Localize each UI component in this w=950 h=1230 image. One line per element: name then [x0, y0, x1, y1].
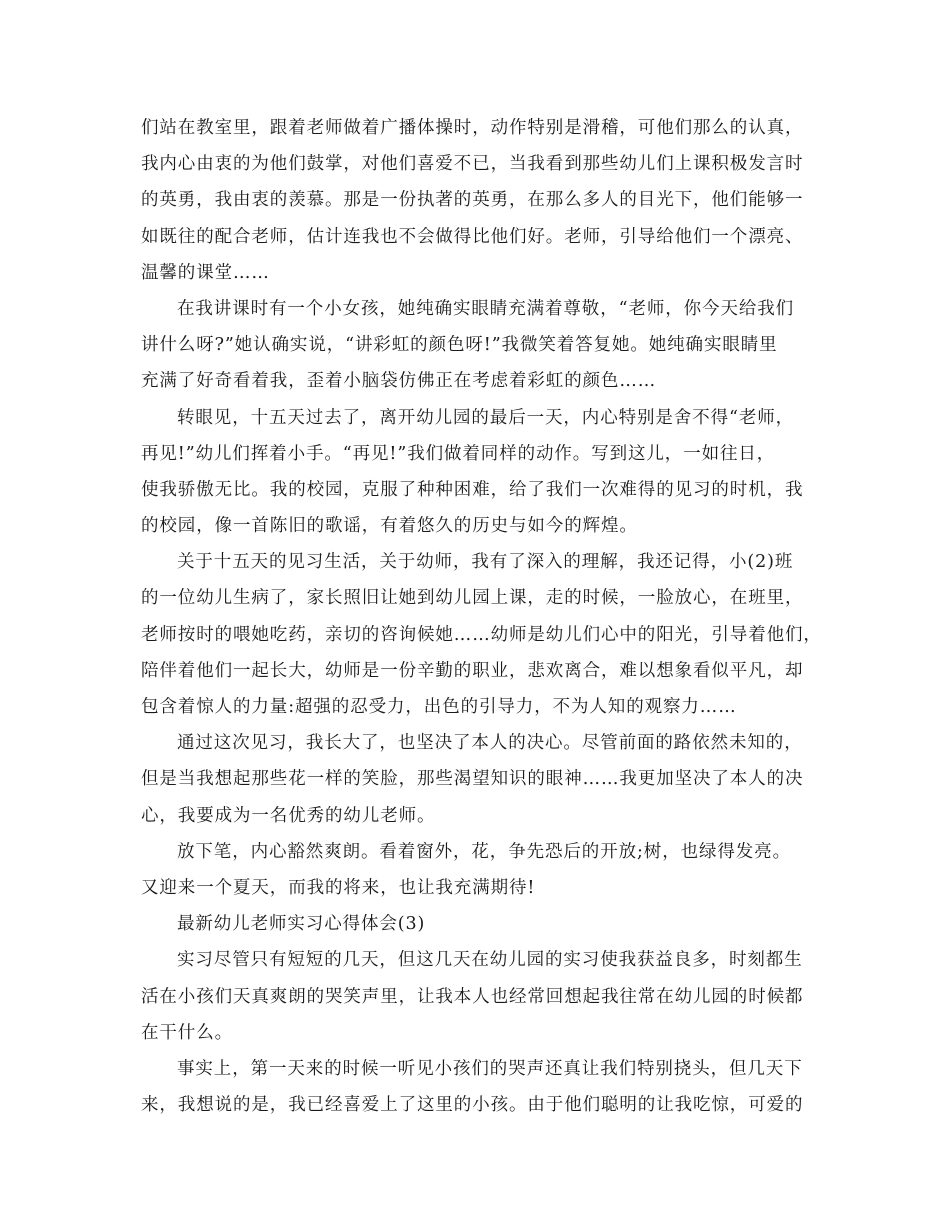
text-line: 的英勇，我由衷的羡慕。那是一份执著的英勇，在那么多人的目光下，他们能够一	[141, 190, 804, 211]
text-line: 们站在教室里，跟着老师做着广播体操时，动作特别是滑稽，可他们那么的认真，	[141, 118, 804, 138]
text-line: 但是当我想起那些花一样的笑脸，那些渴望知识的眼神……我更加坚决了本人的决	[141, 769, 804, 790]
text-line: 再见!”幼儿们挥着小手。“再见!”我们做着同样的动作。写到这儿，一如往日，	[141, 443, 776, 464]
document-body	[141, 110, 821, 1123]
text-line: 心，我要成为一名优秀的幼儿老师。	[141, 805, 436, 826]
paragraph-first-line: 在我讲课时有一个小女孩，她纯确实眼睛充满着尊敬，“老师，你今天给我们	[177, 298, 795, 319]
text-line: 又迎来一个夏天，而我的将来，也让我充满期待!	[141, 877, 536, 898]
text-line: 活在小孩们天真爽朗的哭笑声里，让我本人也经常回想起我往常在幼儿园的时候都	[141, 986, 804, 1007]
text-line: 温馨的课堂……	[141, 262, 270, 283]
text-line: 我内心由衷的为他们鼓掌，对他们喜爱不已，当我看到那些幼儿们上课积极发言时	[141, 154, 804, 175]
text-line: 如既往的配合老师，估计连我也不会做得比他们好。老师，引导给他们一个漂亮、	[141, 226, 804, 247]
paragraph-first-line: 转眼见，十五天过去了，离开幼儿园的最后一天，内心特别是舍不得“老师，	[177, 407, 795, 428]
text-line: 充满了好奇看着我，歪着小脑袋仿佛正在考虑着彩虹的颜色……	[141, 371, 657, 392]
text-line: 讲什么呀?”她认确实说，“讲彩虹的颜色呀!”我微笑着答复她。她纯确实眼睛里	[141, 335, 778, 356]
text-line: 包含着惊人的力量:超强的忍受力，出色的引导力，不为人知的观察力……	[141, 697, 737, 717]
paragraph-first-line: 事实上，第一天来的时候一听见小孩们的哭声还真让我们特别挠头，但几天下	[177, 1058, 803, 1079]
text-line: 在干什么。	[141, 1022, 233, 1043]
paragraph-first-line: 通过这次见习，我长大了，也坚决了本人的决心。尽管前面的路依然未知的，	[177, 733, 803, 754]
text-line: 的校园，像一首陈旧的歌谣，有着悠久的历史与如今的辉煌。	[141, 516, 638, 537]
paragraph-first-line: 关于十五天的见习生活，关于幼师，我有了深入的理解，我还记得，小(2)班	[177, 552, 794, 573]
text-line: 陪伴着他们一起长大，幼师是一份辛勤的职业，悲欢离合，难以想象看似平凡，却	[141, 660, 804, 681]
paragraph-first-line: 实习尽管只有短短的几天，但这几天在幼儿园的实习使我获益良多，时刻都生	[177, 950, 803, 971]
text-line: 的一位幼儿生病了，家长照旧让她到幼儿园上课，走的时候，一脸放心，在班里，	[141, 588, 804, 609]
text-line: 来，我想说的是，我已经喜爱上了这里的小孩。由于他们聪明的让我吃惊，可爱的	[141, 1095, 804, 1116]
text-line: 老师按时的喂她吃药，亲切的咨询候她……幼师是幼儿们心中的阳光，引导着他们，	[141, 624, 822, 645]
section-heading: 最新幼儿老师实习心得体会(3)	[177, 914, 426, 935]
paragraph-first-line: 放下笔，内心豁然爽朗。看着窗外，花，争先恐后的开放;树，也绿得发亮。	[177, 841, 791, 862]
text-line: 使我骄傲无比。我的校园，克服了种种困难，给了我们一次难得的见习的时机，我	[141, 479, 804, 500]
